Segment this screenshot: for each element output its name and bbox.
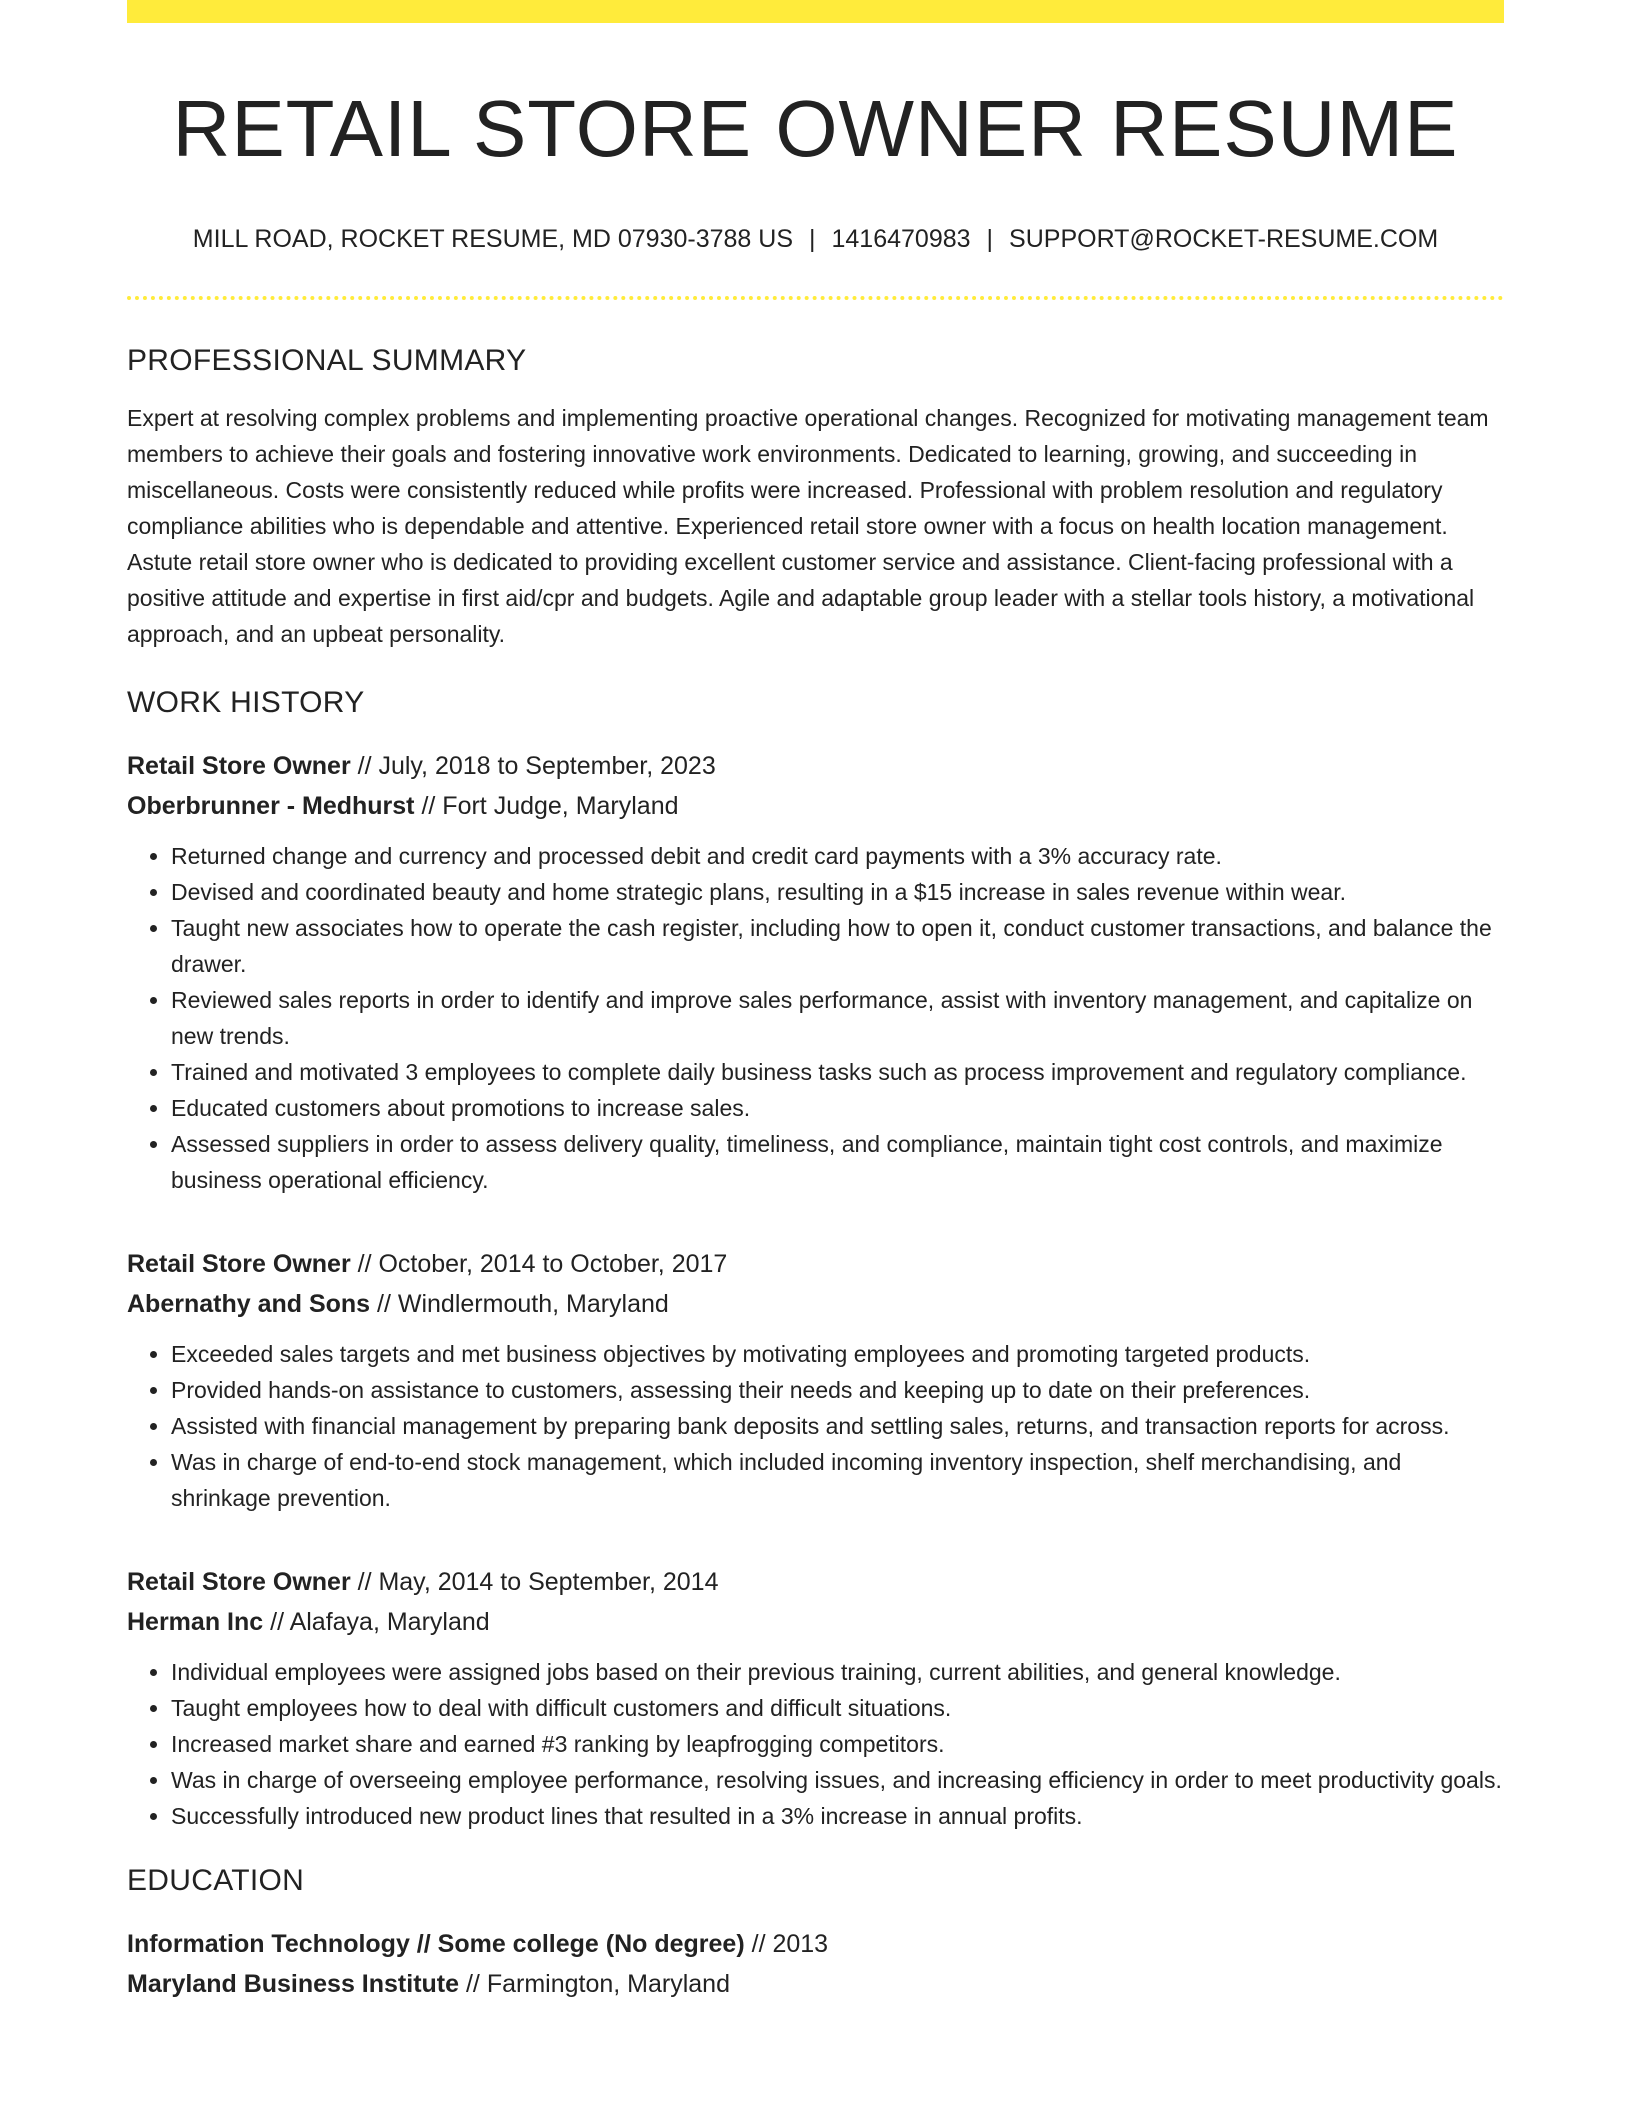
contact-separator: | (809, 225, 816, 253)
list-item: • Assessed suppliers in order to assess delivery quality, timeliness, and compliance, maintain tight cost controls, and maximize business operational efficiency. (171, 1126, 1504, 1198)
job-dates: // October, 2014 to October, 2017 (350, 1250, 728, 1278)
job-company-line (127, 1284, 1504, 1324)
resume-title: RETAIL STORE OWNER RESUME (172, 84, 1459, 173)
contact-line (127, 225, 1504, 254)
job-title-line (127, 746, 1504, 786)
education-year: // 2013 (744, 1930, 829, 1958)
list-item: • Was in charge of overseeing employee performance, resolving issues, and increasing efficiency in order to meet productivity goals. (171, 1762, 1504, 1798)
job-dates: // May, 2014 to September, 2014 (350, 1568, 719, 1596)
job-title-line (127, 1244, 1504, 1284)
contact-email: SUPPORT@ROCKET-RESUME.COM (1009, 225, 1439, 253)
list-item: • Trained and motivated 3 employees to complete daily business tasks such as process improvement and regulatory compliance. (171, 1054, 1504, 1090)
job-location: // Fort Judge, Maryland (414, 792, 679, 820)
job-entry (127, 1562, 1504, 1834)
job-location: // Alafaya, Maryland (263, 1608, 490, 1636)
job-title: Retail Store Owner (127, 1568, 351, 1596)
education-degree-line (127, 1924, 1504, 1964)
list-item: • Taught new associates how to operate the cash register, including how to open it, conduct customer transactions, and balance the drawer. (171, 910, 1504, 982)
job-company: Oberbrunner - Medhurst (127, 792, 415, 820)
job-dates: // July, 2018 to September, 2023 (350, 752, 716, 780)
summary-heading: PROFESSIONAL SUMMARY (127, 344, 527, 377)
job-title: Retail Store Owner (127, 1250, 351, 1278)
education-location: // Farmington, Maryland (459, 1970, 730, 1998)
list-item: • Reviewed sales reports in order to identify and improve sales performance, assist with inventory management, and capitalize on new trends. (171, 982, 1504, 1054)
list-item: • Returned change and currency and processed debit and credit card payments with a 3% accuracy rate. (171, 838, 1504, 874)
job-title-line (127, 1562, 1504, 1602)
job-entry (127, 1244, 1504, 1516)
job-bullets (127, 838, 1504, 1198)
job-entry (127, 746, 1504, 1198)
list-item: • Individual employees were assigned jobs based on their previous training, current abilities, and general knowledge. (171, 1654, 1504, 1690)
job-location: // Windlermouth, Maryland (370, 1290, 669, 1318)
education-degree: Information Technology // Some college (No degree) (127, 1930, 745, 1958)
job-company: Abernathy and Sons (127, 1290, 371, 1318)
list-item: • Exceeded sales targets and met business objectives by motivating employees and promoting targeted products. (171, 1336, 1504, 1372)
education-heading: EDUCATION (127, 1864, 305, 1897)
job-bullets (127, 1654, 1504, 1834)
list-item: • Provided hands-on assistance to customers, assessing their needs and keeping up to date on their preferences. (171, 1372, 1504, 1408)
contact-phone: 1416470983 (831, 225, 971, 253)
job-company: Herman Inc (127, 1608, 264, 1636)
education-entry (127, 1924, 1504, 2004)
contact-address: MILL ROAD, ROCKET RESUME, MD 07930-3788 US (192, 225, 793, 253)
list-item: • Taught employees how to deal with difficult customers and difficult situations. (171, 1690, 1504, 1726)
top-accent-bar (127, 0, 1504, 23)
list-item: • Educated customers about promotions to increase sales. (171, 1090, 1504, 1126)
contact-separator: | (986, 225, 994, 253)
job-company-line (127, 1602, 1504, 1642)
job-company-line (127, 786, 1504, 826)
education-school: Maryland Business Institute (127, 1970, 460, 1998)
list-item: • Was in charge of end-to-end stock management, which included incoming inventory inspection, shelf merchandising, and shrinkage prevention. (171, 1444, 1504, 1516)
list-item: • Increased market share and earned #3 ranking by leapfrogging competitors. (171, 1726, 1504, 1762)
education-school-line (127, 1964, 1504, 2004)
dotted-divider (127, 296, 1504, 300)
resume-page (127, 0, 1504, 2004)
list-item: • Devised and coordinated beauty and home strategic plans, resulting in a $15 increase in sales revenue within wear. (171, 874, 1504, 910)
summary-text: Expert at resolving complex problems and implementing proactive operational changes. Recognized for motivating management team members to achieve their goals and fostering innovative work environments. Dedicated to learning, growing, and succeeding in miscellaneous. Costs were consistently reduced while profits were increased. Professional with problem resolution and regulatory compliance abilities who is dependable and attentive. Experienced retail store owner with a focus on health location management. Astute retail store owner who is dedicated to providing excellent customer service and assistance. Client-facing professional with a positive attitude and expertise in first aid/cpr and budgets. Agile and adaptable group leader with a stellar tools history, a motivational approach, and an upbeat personality. (127, 405, 1489, 647)
job-bullets (127, 1336, 1504, 1516)
job-title: Retail Store Owner (127, 752, 351, 780)
list-item: • Successfully introduced new product lines that resulted in a 3% increase in annual profits. (171, 1798, 1504, 1834)
list-item: • Assisted with financial management by preparing bank deposits and settling sales, returns, and transaction reports for across. (171, 1408, 1504, 1444)
work-history-heading: WORK HISTORY (127, 686, 365, 719)
